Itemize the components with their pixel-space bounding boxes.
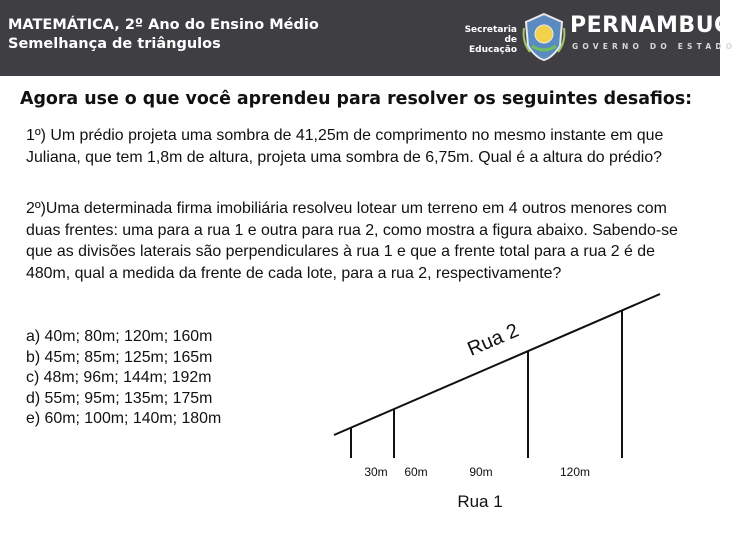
header-title xyxy=(8,16,319,54)
answer-option-e: e) 60m; 100m; 140m; 180m xyxy=(26,410,222,427)
answer-option-c: c) 48m; 96m; 144m; 192m xyxy=(26,369,212,386)
rua-1-label: Rua 1 xyxy=(457,492,503,511)
lot-width-label-4: 120m xyxy=(559,465,591,479)
lot-width-label-2: 60m xyxy=(404,465,428,479)
topic-title: Semelhança de triângulos xyxy=(8,36,221,52)
header-bar xyxy=(0,0,750,76)
lot-width-label-3: 90m xyxy=(469,465,493,479)
secretaria-line1: Secretaria de xyxy=(464,25,517,45)
lot-width-label-1: 30m xyxy=(364,465,388,479)
secretaria-line2: Educação xyxy=(469,45,517,55)
rua-2-line xyxy=(334,294,660,435)
brand-subtitle: GOVERNO DO ESTADO xyxy=(572,42,737,51)
secretaria-label xyxy=(453,25,517,55)
answer-option-a: a) 40m; 80m; 120m; 160m xyxy=(26,328,213,345)
answer-option-b: b) 45m; 85m; 125m; 165m xyxy=(26,348,213,366)
subject-title: MATEMÁTICA, 2º Ano do Ensino Médio xyxy=(8,17,319,33)
answer-option-d: d) 55m; 95m; 135m; 175m xyxy=(26,389,213,407)
question-2: 2º)Uma determinada firma imobiliária resolveu lotear um terreno em 4 outros menores com duas frentes: uma para a rua 1 e outra para rua 2, como mostra a figura abaixo. Sabendo-se que as divisões laterais são perpendiculares à rua 1 e que a frente total para a rua 2 é de 480m, qual a medida da frente de cada lote, para a rua 2, respectivamente? xyxy=(26,200,678,283)
lot-diagram xyxy=(330,285,670,520)
answer-options xyxy=(26,327,221,430)
question-1: 1º) Um prédio projeta uma sombra de 41,25m de comprimento no mesmo instante em que Juliana, que tem 1,8m de altura, projeta uma sombra de 6,75m. Qual é a altura do prédio? xyxy=(26,127,664,166)
rua-2-label: Rua 2 xyxy=(464,319,523,361)
brand-name: PERNAMBUCO xyxy=(570,13,750,38)
section-heading: Agora use o que você aprendeu para resolver os seguintes desafios: xyxy=(20,89,693,109)
state-crest-icon xyxy=(522,12,566,62)
